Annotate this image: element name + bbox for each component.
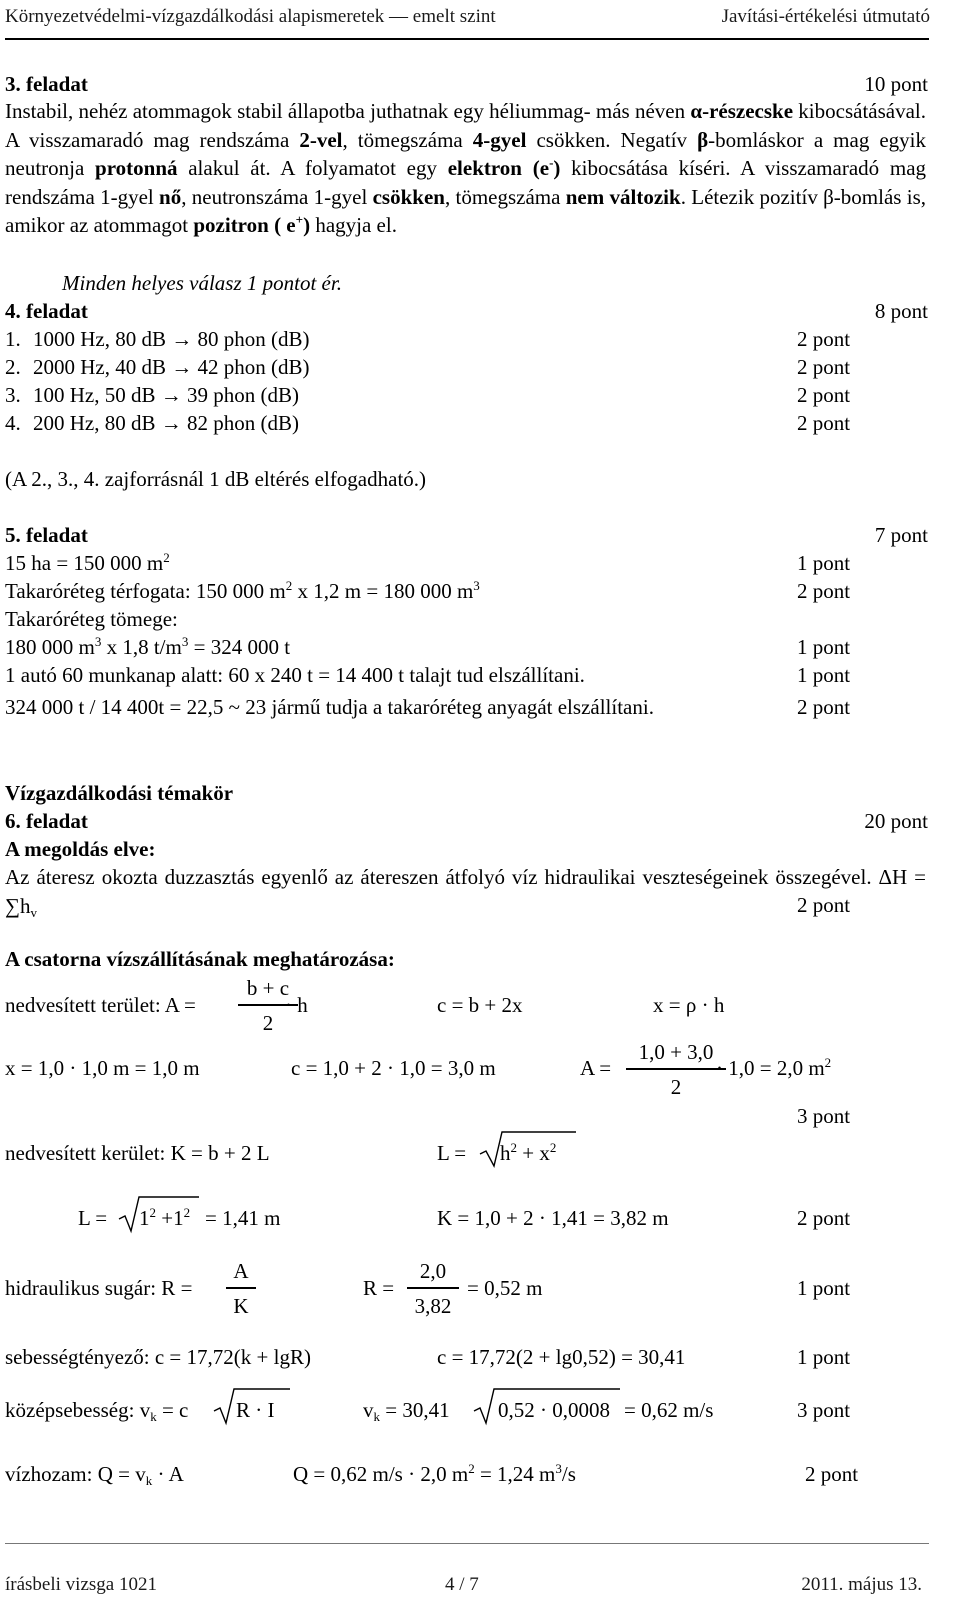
R-denominator: K: [233, 1294, 249, 1318]
R-fraction-bar: [226, 1287, 256, 1289]
R2-numerator: 2,0: [419, 1259, 447, 1283]
task4-row-3-num: 3.: [5, 383, 21, 407]
task3-paragraph: Instabil, nehéz atommagok stabil állapotba juthatnak egy héliummag- más néven α-részecske kibocsátásával. A visszamaradó mag rendszáma 2-vel, tömegszáma 4-gyel csökken. Negatív β-bomláskor a mag egyik neutronja protonná alakul át. A folyamatot egy elektron (e-) kibocsátása kíséri. A visszamaradó mag rendszáma 1-gyel nő, neutronszáma 1-gyel csökken, tömegszáma nem változik. Létezik pozitív β-bomlás is, amikor az atommagot pozitron ( e+) hagyja el.: [5, 99, 927, 238]
area-numerator: b + c: [246, 976, 290, 1000]
c-value: c = 1,0 + 2 · 1,0 = 3,0 m: [291, 1056, 496, 1080]
c-coefficient-calc: c = 17,72(2 + lg0,52) = 30,41: [437, 1345, 686, 1369]
footer-divider: [5, 1543, 929, 1544]
task6-capacity-title: A csatorna vízszállításának meghatározása:: [5, 947, 395, 971]
c-equation: c = b + 2x: [437, 993, 523, 1017]
task4-row-3-text: 100 Hz, 50 dB → 39 phon (dB): [33, 383, 299, 407]
task5-line-5-points: 1 pont: [797, 663, 851, 687]
task3-points: 10 pont: [864, 72, 928, 96]
footer-page-number: 4 / 7: [445, 1574, 479, 1595]
A-numerator: 1,0 + 3,0: [638, 1040, 714, 1064]
task4-row-2-num: 2.: [5, 355, 21, 379]
R2-label: R =: [363, 1276, 395, 1300]
Q-label: vízhozam: $Q = v_k \cdot A$: [5, 1462, 184, 1488]
A-denominator: 2: [670, 1075, 682, 1099]
task5-line-6: 324 000 t / 14 400t = 22,5 ~ 23 jármű tudja a takaróréteg anyagát elszállítani.: [5, 695, 654, 719]
L2-label: L =: [78, 1206, 108, 1230]
R2-value: = 0,52 m: [467, 1276, 543, 1300]
v-label: középsebesség: $v_k = c$: [5, 1398, 189, 1424]
task3-note: Minden helyes válasz 1 pontot ér.: [62, 271, 342, 295]
task4-points: 8 pont: [874, 299, 928, 323]
task6-principle-points: 2 pont: [797, 893, 851, 917]
task4-row-4-points: 2 pont: [797, 411, 851, 435]
x-equation: x = ρ · h: [653, 993, 725, 1017]
task4-row-3-points: 2 pont: [797, 383, 851, 407]
task6-principle-text: Az áteresz okozta duzzasztás egyenlő az átereszen átfolyó víz hidraulikai veszteségeinek összegével. $\Delta H = \sum h_v$: [5, 865, 927, 920]
v-points: 3 pont: [797, 1398, 851, 1422]
task4-row-1-num: 1.: [5, 327, 21, 351]
L-label: L =: [437, 1141, 467, 1165]
A-points: 3 pont: [797, 1104, 851, 1128]
area-multiplier: · h: [285, 993, 308, 1017]
task6-title: 6. feladat: [5, 809, 88, 833]
area-denominator: 2: [262, 1011, 274, 1035]
header-title: Környezetvédelmi-vízgazdálkodási alapismeretek — emelt szint: [5, 6, 496, 27]
A-result: · 1,0 = 2,0 $m^2$: [716, 1055, 832, 1080]
task4-row-2-text: 2000 Hz, 40 dB → 42 phon (dB): [33, 355, 310, 379]
A-fraction-bar: [626, 1068, 726, 1070]
A-label: A =: [580, 1056, 612, 1080]
task5-line-2-points: 2 pont: [797, 579, 851, 603]
section-title: Vízgazdálkodási témakör: [5, 781, 234, 805]
Q-points: 2 pont: [805, 1462, 859, 1486]
v2-label: $v_k = 30,41$: [363, 1398, 450, 1424]
task5-title: 5. feladat: [5, 523, 88, 547]
task5-line-1: 15 ha = 150 000 $m^2$: [5, 550, 170, 575]
L2-radicand: $1^2 +1^2$: [139, 1205, 191, 1230]
c-points: 1 pont: [797, 1345, 851, 1369]
task5-line-3: Takaróréteg tömege:: [5, 607, 178, 631]
c-coefficient-label: sebességtényező: c = 17,72(k + lgR): [5, 1345, 311, 1369]
header-divider: [5, 38, 929, 40]
task5-line-5: 1 autó 60 munkanap alatt: 60 x 240 t = 14 400 t talajt tud elszállítani.: [5, 663, 585, 687]
task4-row-1-points: 2 pont: [797, 327, 851, 351]
task5-points: 7 pont: [874, 523, 928, 547]
task3-title: 3. feladat: [5, 72, 88, 96]
K-points: 2 pont: [797, 1206, 851, 1230]
task5-line-4-points: 1 pont: [797, 635, 851, 659]
header-subtitle: Javítási-értékelési útmutató: [721, 6, 930, 27]
footer-date: 2011. május 13.: [801, 1574, 922, 1595]
K-label: nedvesített kerület: K = b + 2 L: [5, 1141, 270, 1165]
x-value: x = 1,0 · 1,0 m = 1,0 m: [5, 1056, 200, 1080]
task4-title: 4. feladat: [5, 299, 88, 323]
task5-line-1-points: 1 pont: [797, 551, 851, 575]
task6-points: 20 pont: [864, 809, 928, 833]
v2-radicand: 0,52 · 0,0008: [498, 1398, 610, 1422]
task4-row-1-text: 1000 Hz, 80 dB → 80 phon (dB): [33, 327, 310, 351]
Q-calc: Q = 0,62 m/s · 2,0 $m^2 = 1,24$ $m^3/s$: [293, 1461, 576, 1486]
v-radicand: R · I: [236, 1398, 275, 1422]
R2-fraction-bar: [407, 1287, 459, 1289]
task5-line-6-points: 2 pont: [797, 695, 851, 719]
task4-row-4-num: 4.: [5, 411, 21, 435]
task4-note: (A 2., 3., 4. zajforrásnál 1 dB eltérés elfogadható.): [5, 467, 427, 491]
task6-principle-title: A megoldás elve:: [5, 837, 156, 861]
R-label: hidraulikus sugár: R =: [5, 1276, 193, 1300]
task5-line-4: 180 000 $m^3$ x 1,8 $t/m^3 = 324$ 000 t: [5, 634, 291, 659]
L2-value: = 1,41 m: [205, 1206, 281, 1230]
R-numerator: A: [233, 1259, 249, 1283]
area-label: nedvesített terület: A =: [5, 993, 196, 1017]
R-points: 1 pont: [797, 1276, 851, 1300]
task4-row-2-points: 2 pont: [797, 355, 851, 379]
task5-line-2: Takaróréteg térfogata: 150 000 $m^2$ x 1,2 m = 180 000 $m^3$: [5, 578, 480, 603]
L-radicand: $h^2 + x^2$: [500, 1140, 557, 1165]
R2-denominator: 3,82: [414, 1294, 452, 1318]
footer-exam-code: írásbeli vizsga 1021: [5, 1574, 157, 1595]
K-value: K = 1,0 + 2 · 1,41 = 3,82 m: [437, 1206, 669, 1230]
v2-value: = 0,62 m/s: [624, 1398, 714, 1422]
task4-row-4-text: 200 Hz, 80 dB → 82 phon (dB): [33, 411, 299, 435]
